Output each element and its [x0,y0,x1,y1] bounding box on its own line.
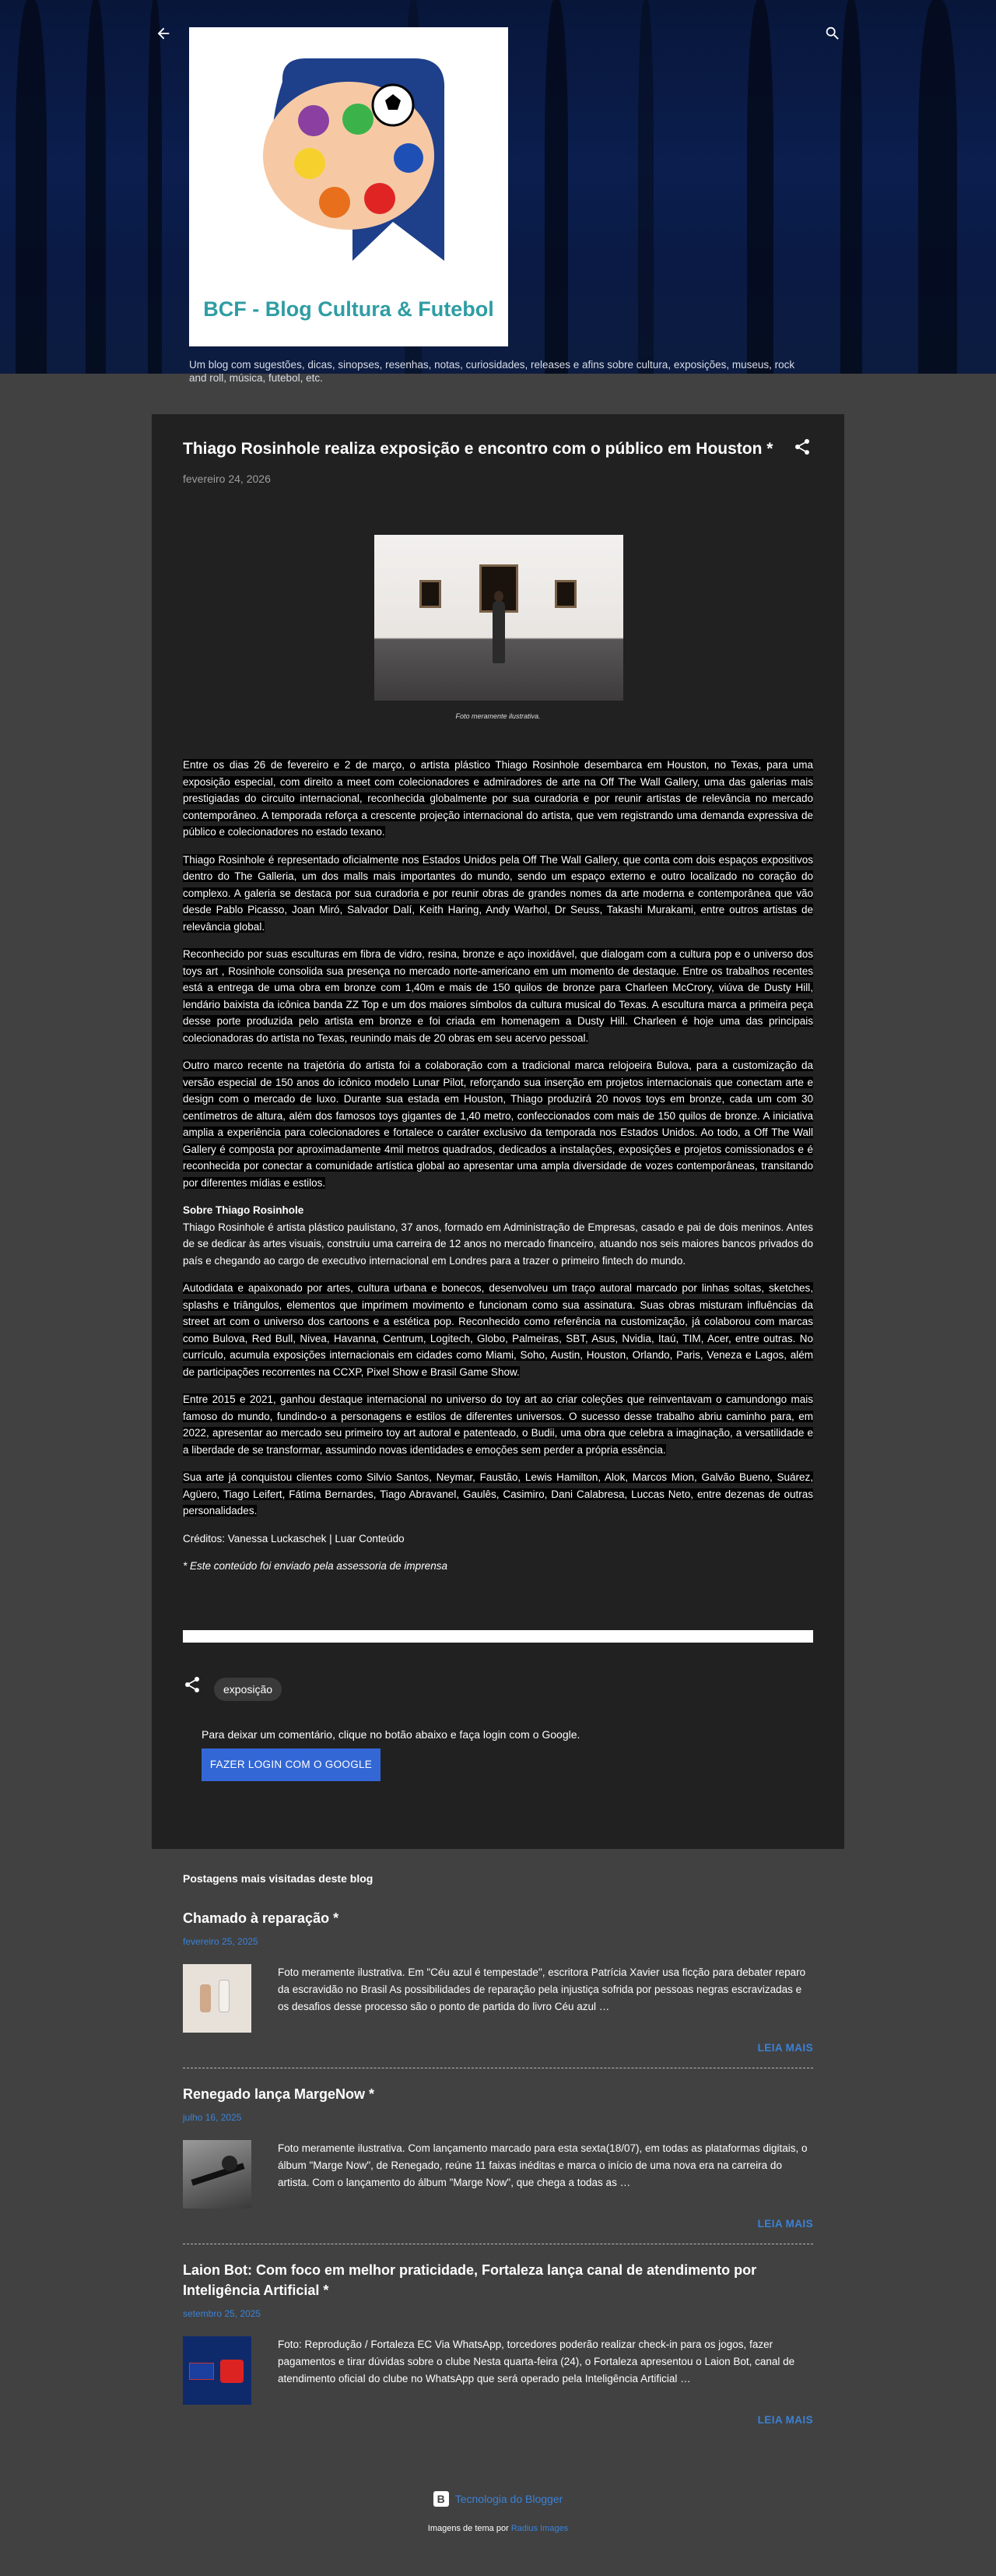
popular-item-title[interactable]: Laion Bot: Com foco em melhor praticidade, Fortaleza lança canal de atendimento por Inteligência Artificial * [183,2262,757,2298]
read-more-link[interactable]: LEIA MAIS [757,2218,813,2230]
bio-paragraph: Thiago Rosinhole é artista plástico paulistano, 37 anos, formado em Administração de Empresas, casado e pai de dois meninos. Antes de se dedicar às artes visuais, construiu uma carreira de 12 anos no mercado financeiro, atuando nos seis maiores bancos privados do país e chegando ao cargo de executivo internacional em Londres para a trazer o primeiro fintech do mundo. [183,1221,813,1267]
back-button[interactable] [152,25,175,48]
share-button-bottom[interactable] [183,1675,202,1694]
post-paragraph: Thiago Rosinhole é representado oficialmente nos Estados Unidos pela Off The Wall Gallery, que conta com dois espaços expositivos dentro do The Galleria, um dos malls mais importantes do mundo, sendo um espaço externo e outro localizado no coração do complexo. A galeria se destaca por sua curadoria e por reunir obras de grandes nomes da arte moderna e contemporânea que vão desde Pablo Picasso, Joan Miró, Salvador Dalí, Keith Haring, Andy Warhol, Dr Seuss, Takashi Murakami, entre outros artistas de relevância global. [183,853,813,933]
popular-item-thumbnail[interactable] [183,2336,251,2405]
theme-credit-prefix: Imagens de tema por [427,2524,509,2533]
powered-by-blogger-link[interactable] [433,2491,563,2507]
bio-paragraph: Entre 2015 e 2021, ganhou destaque internacional no universo do toy art ao criar coleções que reinventavam o camundongo mais famoso do mundo, fundindo-o a personagens e estilos de diferentes universos. O sucesso desse trabalho abriu caminho para, em 2022, apresentar ao mercado seu primeiro toy art autoral e patenteado, o Budii, uma obra que celebra a imaginação, a versatilidade e a liberdade de se transformar, assumindo novas identidades e emoções sem perder a própria essência. [183,1393,813,1456]
palette-logo-icon [189,27,508,292]
popular-heading: Postagens mais visitadas deste blog [183,1872,374,1885]
share-icon [793,438,812,456]
post-date: fevereiro 24, 2026 [183,473,271,485]
search-icon [824,25,841,42]
popular-item [183,2084,813,2244]
popular-item [183,1908,813,2068]
popular-item-thumbnail[interactable] [183,2140,251,2209]
popular-item-snippet: Foto meramente ilustrativa. Com lançamento marcado para esta sexta(18/07), em todas as plataformas digitais, o álbum "Marge Now", de Renegado, reúne 11 faixas inéditas e marca o início de uma nova era na carreira do artista. Com o lançamento do álbum "Marge Now", que chega a todas as … [278,2142,808,2188]
press-note: * Este conteúdo foi enviado pela assessoria de imprensa [183,1560,447,1572]
label-chip-exposicao[interactable]: exposição [214,1678,282,1701]
logo-text: BCF - Blog Cultura & Futebol [203,297,494,321]
post-paragraph: Reconhecido por suas esculturas em fibra de vidro, resina, bronze e aço inoxidável, que dialogam com a cultura pop e o universo dos toys art , Rosinhole consolida sua presença no mercado norte-americano em um momento de destaque. Entre os trabalhos recentes está a entrega de uma obra em bronze com 1,40m e mais de 150 quilos de bronze para Charleen McCrory, viúva de Dusty Hill, lendário baixista da icônica banda ZZ Top e um dos maiores símbolos da cultura musical do Texas. A escultura marca a primeira peça desse porte produzida pelo artista em bronze e foi criada em homenagem a Dusty Hill. Charleen é hoje uma das principais colecionadoras do artista no Texas, reunindo mais de 20 obras em seu acervo pessoal. [183,948,813,1044]
share-button[interactable] [793,438,813,458]
google-login-button[interactable]: FAZER LOGIN COM O GOOGLE [202,1748,381,1781]
popular-posts [183,1872,813,2440]
footer [0,2491,996,2533]
comment-instructions: Para deixar um comentário, clique no botão abaixo e faça login com o Google. [202,1728,580,1741]
popular-item-date[interactable]: fevereiro 25, 2025 [183,1936,258,1947]
post-body [183,757,813,1586]
post-paragraph: Entre os dias 26 de fevereiro e 2 de março, o artista plástico Thiago Rosinhole desembarca em Houston, no Texas, para uma exposição especial, com direito a meet com colecionadores e admiradores de arte na Off The Wall Gallery, uma das galerias mais prestigiadas do circuito internacional, reconhecida globalmente por sua curadoria e por reunir artistas de relevância no mercado contemporâneo. A temporada reforça a crescente projeção internacional do artista, que vem registrando uma demanda expressiva de público e colecionadores no estado texano. [183,759,813,838]
post-image[interactable] [374,535,623,701]
bio-paragraph: Sua arte já conquistou clientes como Silvio Santos, Neymar, Faustão, Lewis Hamilton, Alok, Marcos Mion, Galvão Bueno, Suárez, Agüero, Tiago Leifert, Fátima Bernardes, Tiago Abravanel, Gaulês, Casimiro, Dani Calabresa, Luccas Neto, entre dezenas de outras personalidades. [183,1471,813,1516]
blogger-icon: B [433,2491,449,2507]
popular-item-date[interactable]: setembro 25, 2025 [183,2308,261,2319]
popular-item-snippet: Foto meramente ilustrativa. Em "Céu azul é tempestade", escritora Patrícia Xavier usa ficção para debater reparo da escravidão no Brasil As possibilidades de reparação pela injustiça sofrida por pessoas negras escravizadas e os desafios desse processo são o ponto de partida do livro Céu azul … [278,1966,806,2012]
content-divider [183,1630,813,1643]
credits: Créditos: Vanessa Luckaschek | Luar Conteúdo [183,1532,405,1545]
post-card [152,414,844,1849]
blog-header [0,0,996,384]
post-title: Thiago Rosinhole realiza exposição e encontro com o público em Houston * [183,440,773,458]
bio-paragraph: Autodidata e apaixonado por artes, cultura urbana e bonecos, desenvolveu um traço autoral marcado por linhas soltas, sketches, splashs e triângulos, elementos que imprimem movimento e funcionam como sua assinatura. Suas obras misturam influências da street art com o universo dos cartoons e a estética pop. Reconhecido como referência na customização, já colaborou com marcas como Bulova, Red Bull, Nivea, Havanna, Centrum, Logitech, Globo, Palmeiras, SBT, Asus, Nvidia, Itaú, TIM, Acer, entre outras. No currículo, acumula exposições internacionais em cidades como Miami, Soho, Austin, Houston, Orlando, Paris, Veneza e Lagos, além de participações recorrentes na CCXP, Pixel Show e Brasil Game Show. [183,1282,813,1378]
popular-item [183,2260,813,2426]
popular-item-title[interactable]: Chamado à reparação * [183,1910,339,1926]
blog-description: Um blog com sugestões, dicas, sinopses, resenhas, notas, curiosidades, releases e afins sobre cultura, exposições, museus, rock and roll, música, futebol, etc. [189,359,795,384]
bio-heading: Sobre Thiago Rosinhole [183,1204,304,1216]
powered-by-text: Tecnologia do Blogger [454,2493,563,2505]
theme-credit-link[interactable]: Radius Images [510,2524,569,2533]
popular-item-thumbnail[interactable] [183,1964,251,2033]
search-button[interactable] [821,25,844,48]
popular-item-title[interactable]: Renegado lança MargeNow * [183,2086,375,2102]
share-icon [183,1675,202,1694]
theme-credit [0,2524,996,2533]
read-more-link[interactable]: LEIA MAIS [757,2042,813,2054]
post-paragraph: Outro marco recente na trajetória do artista foi a colaboração com a tradicional marca relojoeira Bulova, para a customização da versão especial de 150 anos do icônico modelo Lunar Pilot, reforçando sua inserção em projetos internacionais que conectam arte e design com o mercado de luxo. Durante sua estada em Houston, Thiago produzirá 20 novos toys em bronze, cada um com 30 centímetros de altura, além dos famosos toys gigantes de 1,40 metro, confeccionados com mais de 150 quilos de bronze. A iniciativa amplia a experiência para colecionadores e fortalece o caráter exclusivo da temporada nos Estados Unidos. Ao todo, a Off The Wall Gallery é composta por aproximadamente 4mil metros quadrados, dedicados a instalações, exposições e projetos comissionados e é reconhecida por conectar a comunidade artística global ao apresentar uma ampla diversidade de vozes contemporâneas, transitando por diferentes mídias e estilos. [183,1060,813,1189]
arrow-back-icon [155,25,172,42]
popular-item-snippet: Foto: Reprodução / Fortaleza EC Via WhatsApp, torcedores poderão realizar check-in para os jogos, fazer pagamentos e tirar dúvidas sobre o clube Nesta quarta-feira (24), o Fortaleza apresentou o Laion Bot, canal de atendimento oficial do clube no WhatsApp que será operado pela Inteligência Artificial … [278,2339,795,2384]
popular-item-date[interactable]: julho 16, 2025 [183,2112,242,2123]
blog-logo[interactable] [189,27,508,346]
read-more-link[interactable]: LEIA MAIS [757,2414,813,2426]
image-caption: Foto meramente ilustrativa. [455,712,541,720]
